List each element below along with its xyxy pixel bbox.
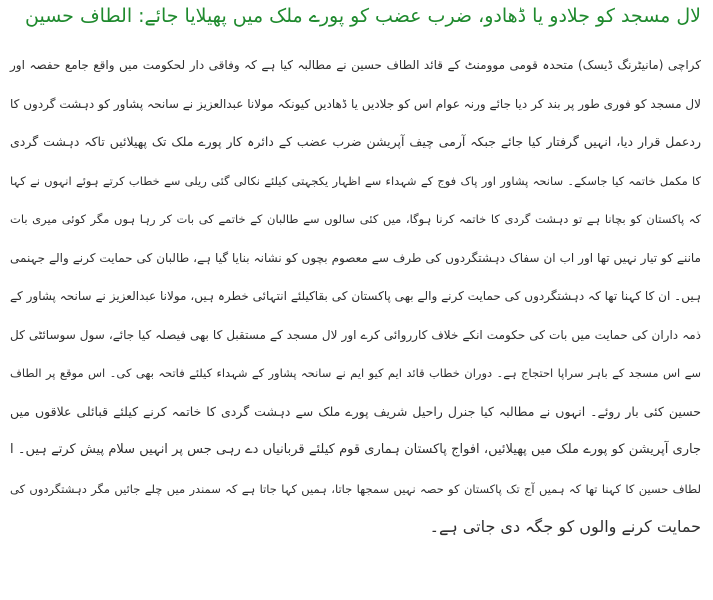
- article-line: جاری آپریشن کو پورے ملک میں پھیلائیں، افواج پاکستان ہماری قوم کیلئے قربانیاں دے رہی جس پر انہیں سلام پیش کرتے ہیں۔ ا: [10, 442, 701, 457]
- article-line: ہیں۔ ان کا کہنا تھا کہ دہشتگردوں کی حمایت کرنے والے بھی پاکستان کی بقاکیلئے انتہائی خطرہ ہیں، مولانا عبدالعزیز نے سانحہ پشاور کے: [10, 289, 701, 303]
- article-line: لال مسجد کو فوری طور پر بند کر دیا جائے ورنہ عوام اس کو جلادیں یا ڈھادیں کیونکہ مولانا عبدالعزیز نے سانحہ پشاور کو دہشت گردوں کا: [10, 96, 701, 111]
- article-line: کا مکمل خاتمہ کیا جاسکے۔ سانحہ پشاور اور پاک فوج کے شہداء سے اظہار یکجہتی کیلئے نکالی گئی ریلی سے خطاب کرتے ہوئے انہوں نے کہا: [10, 173, 701, 188]
- article-line: ردعمل قرار دیا، انہیں گرفتار کیا جائے جبکہ آرمی چیف آپریشن ضرب عضب کے دائرہ کار پورے ملک تک پھیلائیں تاکہ دہشت گردی: [10, 134, 701, 149]
- article-line: لطاف حسین کا کہنا تھا کہ ہمیں آج تک پاکستان کو حصہ نہیں سمجھا جاتا، ہمیں کہا جاتا ہے کہ سمندر میں چلے جائیں مگر دہشتگردوں کی: [10, 481, 701, 496]
- article-line: حسین کئی بار روئے۔ انہوں نے مطالبہ کیا جنرل راحیل شریف پورے ملک سے دہشت گردی کا خاتمہ کرنے کیلئے قبائلی علاقوں میں: [10, 403, 701, 419]
- article-line: سے اس مسجد کے باہر سراپا احتجاج ہے۔ دوران خطاب قائد ایم کیو ایم نے سانحہ پشاور کے شہداء کیلئے فاتحہ بھی کی۔ اس موقع پر الطاف: [10, 366, 701, 380]
- article-headline: لال مسجد کو جلادو یا ڈھادو، ضرب عضب کو پورے ملک میں پھیلایا جائے: الطاف حسین: [25, 5, 701, 27]
- article-body: [4, 46, 709, 547]
- article-line: ماننے کو تیار نہیں تھا اور اب ان سفاک دہشتگردوں کی طرف سے معصوم بچوں کو نشانہ بنایا گیا ہے، طالبان کی حمایت کرنے والے جہنمی: [10, 250, 701, 265]
- article-line-last: حمایت کرنے والوں کو جگہ دی جاتی ہے۔: [429, 517, 701, 536]
- article-line: کہ پاکستان کو بچانا ہے تو دہشت گردی کا خاتمہ کرنا ہوگا، میں کئی سالوں سے طالبان کے خاتمے کی بات کر رہا ہوں مگر کوئی میری بات: [10, 212, 701, 226]
- article-line: ذمہ داران کی حمایت میں بات کی حکومت انکے خلاف کارروائی کرے اور لال مسجد کے مستقبل کا بھی فیصلہ کیا جائے، سول سوسائٹی کل: [10, 327, 701, 342]
- article-line: کراچی (مانیٹرنگ ڈیسک) متحدہ قومی موومنٹ کے قائد الطاف حسین نے مطالبہ کیا ہے کہ وفاقی دار لحکومت میں واقع جامع حفصہ اور: [10, 58, 701, 72]
